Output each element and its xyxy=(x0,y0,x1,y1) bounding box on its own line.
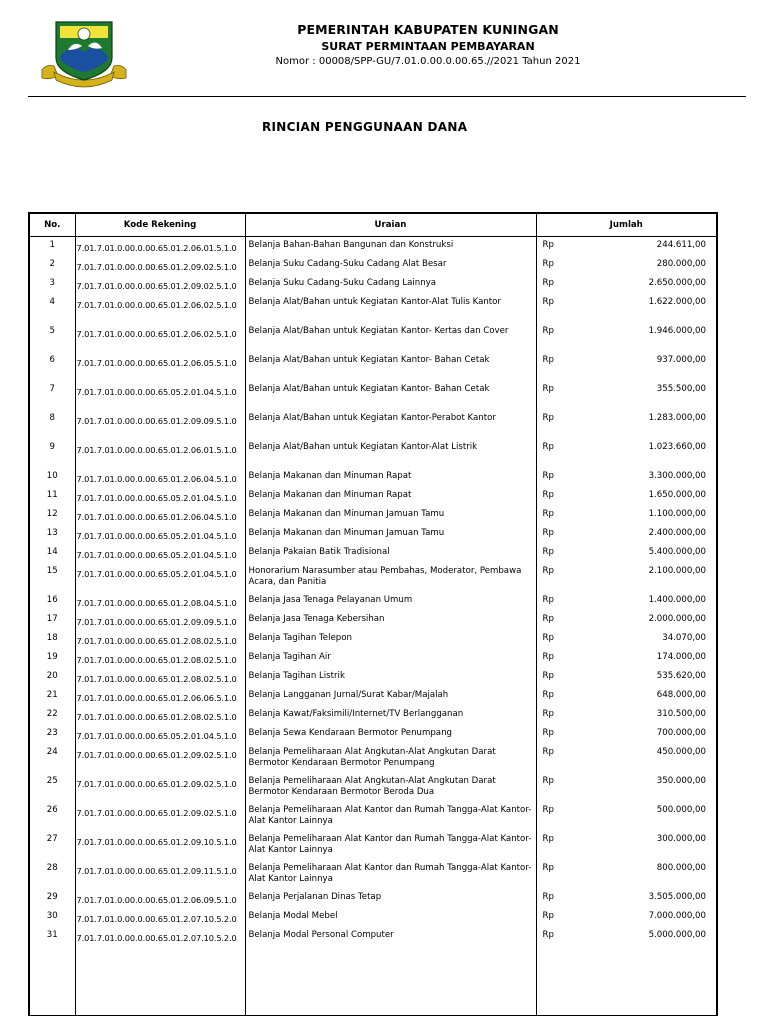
description: Belanja Jasa Tenaga Kebersihan xyxy=(245,611,536,630)
description: Belanja Jasa Tenaga Pelayanan Umum xyxy=(245,592,536,611)
description: Honorarium Narasumber atau Pembahas, Moderator, Pembawa Acara, dan Panitia xyxy=(245,563,536,592)
amount-value: 2.650.000,00 xyxy=(648,277,706,288)
empty-row xyxy=(29,946,717,1016)
empty-cell xyxy=(536,946,717,1016)
currency-label: Rp xyxy=(542,441,554,452)
amount-value: 174.000,00 xyxy=(656,651,706,662)
table-row xyxy=(29,630,717,649)
description: Belanja Tagihan Air xyxy=(245,649,536,668)
column-header-no: No. xyxy=(29,213,75,237)
row-number: 27 xyxy=(29,831,75,860)
account-code: 7.01.7.01.0.00.0.00.65.01.2.09.02.5.1.0 xyxy=(75,773,245,802)
account-code: 7.01.7.01.0.00.0.00.65.01.2.08.02.5.1.0 xyxy=(75,668,245,687)
account-code: 7.01.7.01.0.00.0.00.65.05.2.01.04.5.1.0 xyxy=(75,563,245,592)
account-code: 7.01.7.01.0.00.0.00.65.01.2.06.06.5.1.0 xyxy=(75,687,245,706)
currency-label: Rp xyxy=(542,527,554,538)
account-code: 7.01.7.01.0.00.0.00.65.01.2.09.02.5.1.0 xyxy=(75,275,245,294)
currency-label: Rp xyxy=(542,804,554,815)
description: Belanja Sewa Kendaraan Bermotor Penumpang xyxy=(245,725,536,744)
table-header-row xyxy=(29,213,717,237)
currency-label: Rp xyxy=(542,546,554,557)
amount-value: 937.000,00 xyxy=(656,354,706,365)
amount-cell xyxy=(536,563,717,592)
currency-label: Rp xyxy=(542,727,554,738)
description: Belanja Suku Cadang-Suku Cadang Lainnya xyxy=(245,275,536,294)
account-code: 7.01.7.01.0.00.0.00.65.01.2.08.02.5.1.0 xyxy=(75,630,245,649)
amount-value: 244.611,00 xyxy=(656,240,706,250)
table-row xyxy=(29,889,717,908)
row-number: 19 xyxy=(29,649,75,668)
header-divider xyxy=(28,96,746,97)
account-code: 7.01.7.01.0.00.0.00.65.01.2.09.02.5.1.0 xyxy=(75,802,245,831)
row-number: 17 xyxy=(29,611,75,630)
amount-value: 450.000,00 xyxy=(656,746,706,757)
currency-label: Rp xyxy=(542,470,554,481)
amount-value: 300.000,00 xyxy=(656,833,706,844)
account-code: 7.01.7.01.0.00.0.00.65.01.2.06.01.5.1.0 xyxy=(75,439,245,468)
table-row xyxy=(29,725,717,744)
table-row xyxy=(29,544,717,563)
empty-cell xyxy=(29,946,75,1016)
currency-label: Rp xyxy=(542,746,554,757)
description: Belanja Alat/Bahan untuk Kegiatan Kantor-Perabot Kantor xyxy=(245,410,536,439)
account-code: 7.01.7.01.0.00.0.00.65.01.2.07.10.5.2.0 xyxy=(75,908,245,927)
account-code: 7.01.7.01.0.00.0.00.65.01.2.06.02.5.1.0 xyxy=(75,294,245,323)
amount-cell xyxy=(536,323,717,352)
row-number: 4 xyxy=(29,294,75,323)
row-number: 24 xyxy=(29,744,75,773)
description: Belanja Alat/Bahan untuk Kegiatan Kantor-Alat Tulis Kantor xyxy=(245,294,536,323)
amount-cell xyxy=(536,860,717,889)
description: Belanja Makanan dan Minuman Rapat xyxy=(245,468,536,487)
amount-value: 800.000,00 xyxy=(656,862,706,873)
column-header-uraian: Uraian xyxy=(245,213,536,237)
amount-cell xyxy=(536,725,717,744)
table-row xyxy=(29,352,717,381)
row-number: 1 xyxy=(29,237,75,256)
row-number: 9 xyxy=(29,439,75,468)
column-header-kode-rekening: Kode Rekening xyxy=(75,213,245,237)
table-row xyxy=(29,487,717,506)
table-row xyxy=(29,908,717,927)
column-header-jumlah: Jumlah xyxy=(536,213,717,237)
description: Belanja Bahan-Bahan Bangunan dan Konstruksi xyxy=(245,237,536,256)
row-number: 5 xyxy=(29,323,75,352)
currency-label: Rp xyxy=(542,508,554,519)
fund-usage-table xyxy=(28,212,718,1016)
currency-label: Rp xyxy=(542,833,554,844)
description: Belanja Alat/Bahan untuk Kegiatan Kantor- Kertas dan Cover xyxy=(245,323,536,352)
table-row xyxy=(29,256,717,275)
amount-value: 5.400.000,00 xyxy=(648,546,706,557)
currency-label: Rp xyxy=(542,412,554,423)
amount-cell xyxy=(536,294,717,323)
account-code: 7.01.7.01.0.00.0.00.65.01.2.07.10.5.2.0 xyxy=(75,927,245,946)
amount-value: 1.650.000,00 xyxy=(648,489,706,500)
amount-cell xyxy=(536,592,717,611)
amount-value: 1.023.660,00 xyxy=(648,441,706,452)
currency-label: Rp xyxy=(542,354,554,365)
table-row xyxy=(29,410,717,439)
table-row xyxy=(29,611,717,630)
amount-cell xyxy=(536,468,717,487)
amount-cell xyxy=(536,275,717,294)
account-code: 7.01.7.01.0.00.0.00.65.01.2.08.04.5.1.0 xyxy=(75,592,245,611)
currency-label: Rp xyxy=(542,862,554,873)
description: Belanja Pemeliharaan Alat Angkutan-Alat Angkutan Darat Bermotor Kendaraan Bermotor Penumpang xyxy=(245,744,536,773)
row-number: 26 xyxy=(29,802,75,831)
row-number: 29 xyxy=(29,889,75,908)
account-code: 7.01.7.01.0.00.0.00.65.05.2.01.04.5.1.0 xyxy=(75,525,245,544)
row-number: 14 xyxy=(29,544,75,563)
table-row xyxy=(29,773,717,802)
amount-cell xyxy=(536,506,717,525)
table-row xyxy=(29,860,717,889)
amount-cell xyxy=(536,439,717,468)
amount-value: 2.000.000,00 xyxy=(648,613,706,624)
table-row xyxy=(29,831,717,860)
table-row xyxy=(29,381,717,410)
document-type: SURAT PERMINTAAN PEMBAYARAN xyxy=(321,40,535,53)
amount-cell xyxy=(536,908,717,927)
amount-value: 648.000,00 xyxy=(656,689,706,700)
amount-value: 1.400.000,00 xyxy=(648,594,706,605)
amount-value: 3.300.000,00 xyxy=(648,470,706,481)
row-number: 23 xyxy=(29,725,75,744)
account-code: 7.01.7.01.0.00.0.00.65.01.2.06.04.5.1.0 xyxy=(75,468,245,487)
account-code: 7.01.7.01.0.00.0.00.65.05.2.01.04.5.1.0 xyxy=(75,544,245,563)
row-number: 6 xyxy=(29,352,75,381)
table-row xyxy=(29,275,717,294)
description: Belanja Pemeliharaan Alat Kantor dan Rumah Tangga-Alat Kantor- Alat Kantor Lainnya xyxy=(245,860,536,889)
row-number: 2 xyxy=(29,256,75,275)
currency-label: Rp xyxy=(542,651,554,662)
row-number: 11 xyxy=(29,487,75,506)
amount-cell xyxy=(536,649,717,668)
row-number: 10 xyxy=(29,468,75,487)
description: Belanja Modal Mebel xyxy=(245,908,536,927)
amount-cell xyxy=(536,525,717,544)
empty-cell xyxy=(75,946,245,1016)
account-code: 7.01.7.01.0.00.0.00.65.05.2.01.04.5.1.0 xyxy=(75,381,245,410)
table-row xyxy=(29,649,717,668)
row-number: 7 xyxy=(29,381,75,410)
description: Belanja Pakaian Batik Tradisional xyxy=(245,544,536,563)
currency-label: Rp xyxy=(542,613,554,624)
row-number: 31 xyxy=(29,927,75,946)
account-code: 7.01.7.01.0.00.0.00.65.01.2.08.02.5.1.0 xyxy=(75,649,245,668)
table-row xyxy=(29,323,717,352)
currency-label: Rp xyxy=(542,775,554,786)
account-code: 7.01.7.01.0.00.0.00.65.01.2.09.02.5.1.0 xyxy=(75,256,245,275)
table-row xyxy=(29,294,717,323)
table-row xyxy=(29,927,717,946)
account-code: 7.01.7.01.0.00.0.00.65.01.2.06.05.5.1.0 xyxy=(75,352,245,381)
account-code: 7.01.7.01.0.00.0.00.65.01.2.09.09.5.1.0 xyxy=(75,611,245,630)
account-code: 7.01.7.01.0.00.0.00.65.01.2.06.04.5.1.0 xyxy=(75,506,245,525)
amount-value: 1.946.000,00 xyxy=(648,325,706,336)
description: Belanja Langganan Jurnal/Surat Kabar/Majalah xyxy=(245,687,536,706)
currency-label: Rp xyxy=(542,325,554,336)
table-row xyxy=(29,237,717,256)
amount-cell xyxy=(536,630,717,649)
currency-label: Rp xyxy=(542,383,554,394)
description: Belanja Alat/Bahan untuk Kegiatan Kantor- Bahan Cetak xyxy=(245,381,536,410)
amount-cell xyxy=(536,668,717,687)
amount-cell xyxy=(536,802,717,831)
amount-value: 3.505.000,00 xyxy=(648,891,706,902)
amount-value: 1.100.000,00 xyxy=(648,508,706,519)
row-number: 21 xyxy=(29,687,75,706)
description: Belanja Tagihan Listrik xyxy=(245,668,536,687)
document-header xyxy=(228,22,628,67)
row-number: 28 xyxy=(29,860,75,889)
currency-label: Rp xyxy=(542,670,554,681)
row-number: 12 xyxy=(29,506,75,525)
row-number: 15 xyxy=(29,563,75,592)
amount-value: 310.500,00 xyxy=(656,708,706,719)
amount-cell xyxy=(536,773,717,802)
description: Belanja Perjalanan Dinas Tetap xyxy=(245,889,536,908)
document-number: Nomor : 00008/SPP-GU/7.01.0.00.0.00.65.//2021 Tahun 2021 xyxy=(275,56,581,67)
row-number: 30 xyxy=(29,908,75,927)
table-row xyxy=(29,592,717,611)
government-name: PEMERINTAH KABUPATEN KUNINGAN xyxy=(297,22,559,37)
account-code: 7.01.7.01.0.00.0.00.65.01.2.09.10.5.1.0 xyxy=(75,831,245,860)
amount-cell xyxy=(536,744,717,773)
account-code: 7.01.7.01.0.00.0.00.65.05.2.01.04.5.1.0 xyxy=(75,725,245,744)
row-number: 13 xyxy=(29,525,75,544)
account-code: 7.01.7.01.0.00.0.00.65.01.2.06.09.5.1.0 xyxy=(75,889,245,908)
row-number: 16 xyxy=(29,592,75,611)
table-row xyxy=(29,802,717,831)
description: Belanja Suku Cadang-Suku Cadang Alat Besar xyxy=(245,256,536,275)
amount-cell xyxy=(536,831,717,860)
currency-label: Rp xyxy=(542,565,554,576)
amount-value: 2.100.000,00 xyxy=(648,565,706,576)
amount-cell xyxy=(536,352,717,381)
table-row xyxy=(29,468,717,487)
description: Belanja Kawat/Faksimili/Internet/TV Berlangganan xyxy=(245,706,536,725)
amount-cell xyxy=(536,487,717,506)
description: Belanja Pemeliharaan Alat Kantor dan Rumah Tangga-Alat Kantor- Alat Kantor Lainnya xyxy=(245,802,536,831)
table-row xyxy=(29,668,717,687)
account-code: 7.01.7.01.0.00.0.00.65.05.2.01.04.5.1.0 xyxy=(75,487,245,506)
currency-label: Rp xyxy=(542,258,554,269)
currency-label: Rp xyxy=(542,708,554,719)
amount-value: 700.000,00 xyxy=(656,727,706,738)
description: Belanja Tagihan Telepon xyxy=(245,630,536,649)
table-row xyxy=(29,687,717,706)
kuningan-regency-crest-icon xyxy=(40,16,128,92)
table-row xyxy=(29,506,717,525)
table-row xyxy=(29,439,717,468)
account-code: 7.01.7.01.0.00.0.00.65.01.2.09.09.5.1.0 xyxy=(75,410,245,439)
amount-cell xyxy=(536,544,717,563)
account-code: 7.01.7.01.0.00.0.00.65.01.2.06.01.5.1.0 xyxy=(75,237,245,256)
amount-value: 34.070,00 xyxy=(662,632,706,643)
row-number: 8 xyxy=(29,410,75,439)
amount-value: 7.000.000,00 xyxy=(648,910,706,921)
amount-cell xyxy=(536,410,717,439)
amount-cell xyxy=(536,927,717,946)
currency-label: Rp xyxy=(542,689,554,700)
currency-label: Rp xyxy=(542,929,554,940)
row-number: 18 xyxy=(29,630,75,649)
amount-cell xyxy=(536,889,717,908)
amount-value: 350.000,00 xyxy=(656,775,706,786)
currency-label: Rp xyxy=(542,296,554,307)
currency-label: Rp xyxy=(542,594,554,605)
table-row xyxy=(29,525,717,544)
amount-value: 2.400.000,00 xyxy=(648,527,706,538)
amount-cell xyxy=(536,237,717,256)
account-code: 7.01.7.01.0.00.0.00.65.01.2.06.02.5.1.0 xyxy=(75,323,245,352)
account-code: 7.01.7.01.0.00.0.00.65.01.2.09.11.5.1.0 xyxy=(75,860,245,889)
amount-value: 5.000.000,00 xyxy=(648,929,706,940)
table-row xyxy=(29,744,717,773)
amount-cell xyxy=(536,256,717,275)
empty-cell xyxy=(245,946,536,1016)
amount-value: 355.500,00 xyxy=(656,383,706,394)
account-code: 7.01.7.01.0.00.0.00.65.01.2.08.02.5.1.0 xyxy=(75,706,245,725)
description: Belanja Makanan dan Minuman Rapat xyxy=(245,487,536,506)
amount-value: 1.622.000,00 xyxy=(648,296,706,307)
row-number: 22 xyxy=(29,706,75,725)
currency-label: Rp xyxy=(542,489,554,500)
description: Belanja Makanan dan Minuman Jamuan Tamu xyxy=(245,525,536,544)
description: Belanja Alat/Bahan untuk Kegiatan Kantor-Alat Listrik xyxy=(245,439,536,468)
description: Belanja Alat/Bahan untuk Kegiatan Kantor- Bahan Cetak xyxy=(245,352,536,381)
table-row xyxy=(29,563,717,592)
amount-value: 1.283.000,00 xyxy=(648,412,706,423)
amount-cell xyxy=(536,706,717,725)
amount-value: 280.000,00 xyxy=(656,258,706,269)
amount-value: 535.620,00 xyxy=(656,670,706,681)
page-title: RINCIAN PENGGUNAAN DANA xyxy=(262,120,468,134)
currency-label: Rp xyxy=(542,277,554,288)
description: Belanja Modal Personal Computer xyxy=(245,927,536,946)
currency-label: Rp xyxy=(542,891,554,902)
currency-label: Rp xyxy=(542,240,554,250)
row-number: 20 xyxy=(29,668,75,687)
description: Belanja Pemeliharaan Alat Kantor dan Rumah Tangga-Alat Kantor- Alat Kantor Lainnya xyxy=(245,831,536,860)
amount-cell xyxy=(536,687,717,706)
row-number: 25 xyxy=(29,773,75,802)
currency-label: Rp xyxy=(542,910,554,921)
amount-cell xyxy=(536,611,717,630)
description: Belanja Makanan dan Minuman Jamuan Tamu xyxy=(245,506,536,525)
account-code: 7.01.7.01.0.00.0.00.65.01.2.09.02.5.1.0 xyxy=(75,744,245,773)
table-row xyxy=(29,706,717,725)
currency-label: Rp xyxy=(542,632,554,643)
amount-value: 500.000,00 xyxy=(656,804,706,815)
description: Belanja Pemeliharaan Alat Angkutan-Alat Angkutan Darat Bermotor Kendaraan Bermotor Beroda Dua xyxy=(245,773,536,802)
row-number: 3 xyxy=(29,275,75,294)
amount-cell xyxy=(536,381,717,410)
